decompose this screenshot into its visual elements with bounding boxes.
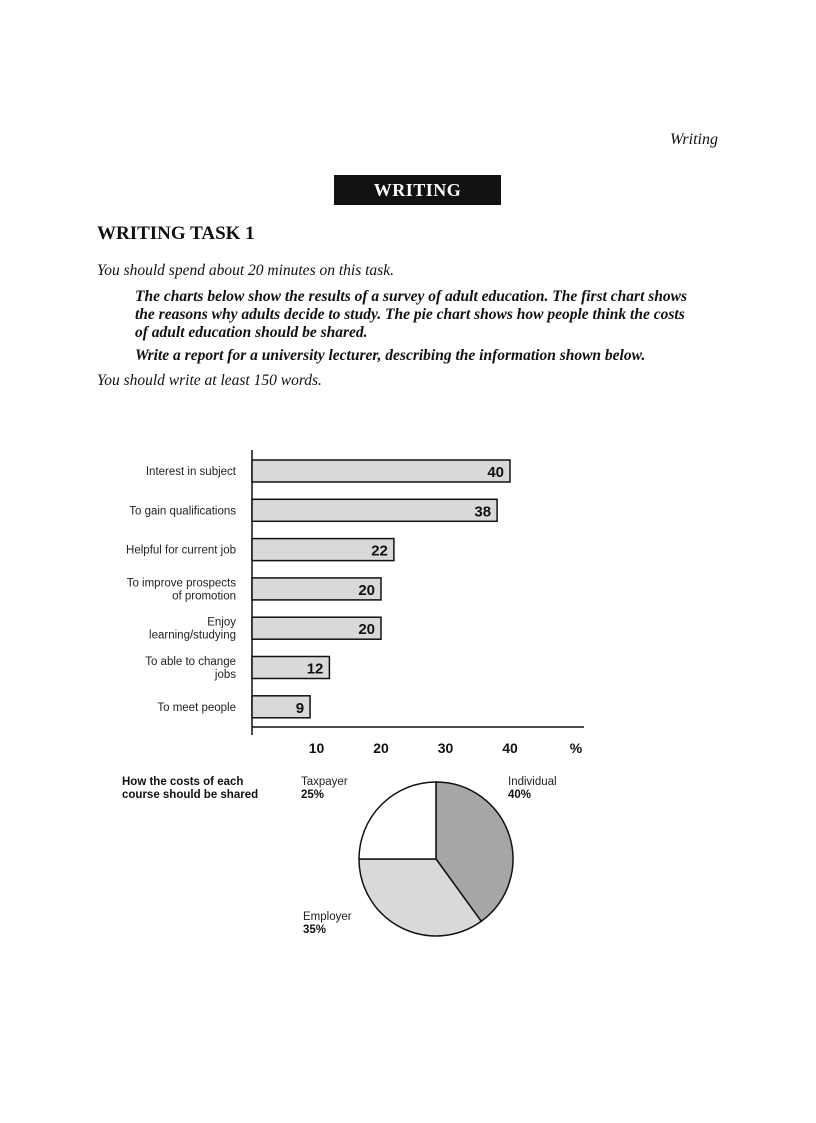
x-tick-label: 20 [373,740,389,756]
bar-value-label: 38 [474,503,492,521]
pie-slice-label: Employer [303,911,352,923]
pie-slice-value: 25% [301,789,325,801]
pie-slice-label: Taxpayer [301,776,348,788]
x-tick-label: 30 [437,740,454,756]
x-axis-unit-label: % [569,740,583,756]
task-title: WRITING TASK 1 [97,223,255,244]
bar-value-label: 40 [487,464,504,481]
section-banner: WRITING [334,175,501,205]
bar-category-label: To improve prospects [126,577,236,590]
x-tick-label: 10 [308,740,325,756]
bar-value-label: 9 [295,699,305,717]
bar-value-label: 12 [306,660,324,678]
bar-category-label: To gain qualifications [129,505,236,518]
task-prompt: The charts below show the results of a survey of adult education. The first chart shows the reasons why adults decide to study. The pie chart shows how people think the costs of adult education should be shared. [135,288,688,341]
bar-category-label: learning/studying [149,629,236,642]
pie-chart-title: course should be shared [122,789,259,801]
bar-value-label: 20 [358,581,375,599]
pie-slice [359,782,436,859]
running-head: Writing [669,131,718,148]
bar-category-label: To able to change [145,656,236,668]
pie-chart-title: How the costs of each [122,776,244,788]
time-instruction: You should spend about 20 minutes on this task. [97,262,394,279]
bar-category-label: jobs [214,669,236,681]
bar-category-label: Helpful for current job [126,544,236,557]
bar-category-label: of promotion [172,590,236,603]
bar-value-label: 20 [358,621,375,639]
pie-slice-label: Individual [508,776,557,788]
bar-value-label: 22 [371,542,388,560]
pie-slice-value: 40% [508,789,532,801]
bar [252,460,510,482]
word-instruction: You should write at least 150 words. [97,372,322,389]
bar-category-label: Interest in subject [145,466,236,478]
bar [252,499,497,521]
task-directive: Write a report for a university lecturer, describing the information shown below. [135,347,646,364]
bar-category-label: Enjoy [207,616,236,629]
bar-category-label: To meet people [157,701,236,714]
pie-slice-value: 35% [303,924,327,936]
x-tick-label: 40 [502,740,518,756]
